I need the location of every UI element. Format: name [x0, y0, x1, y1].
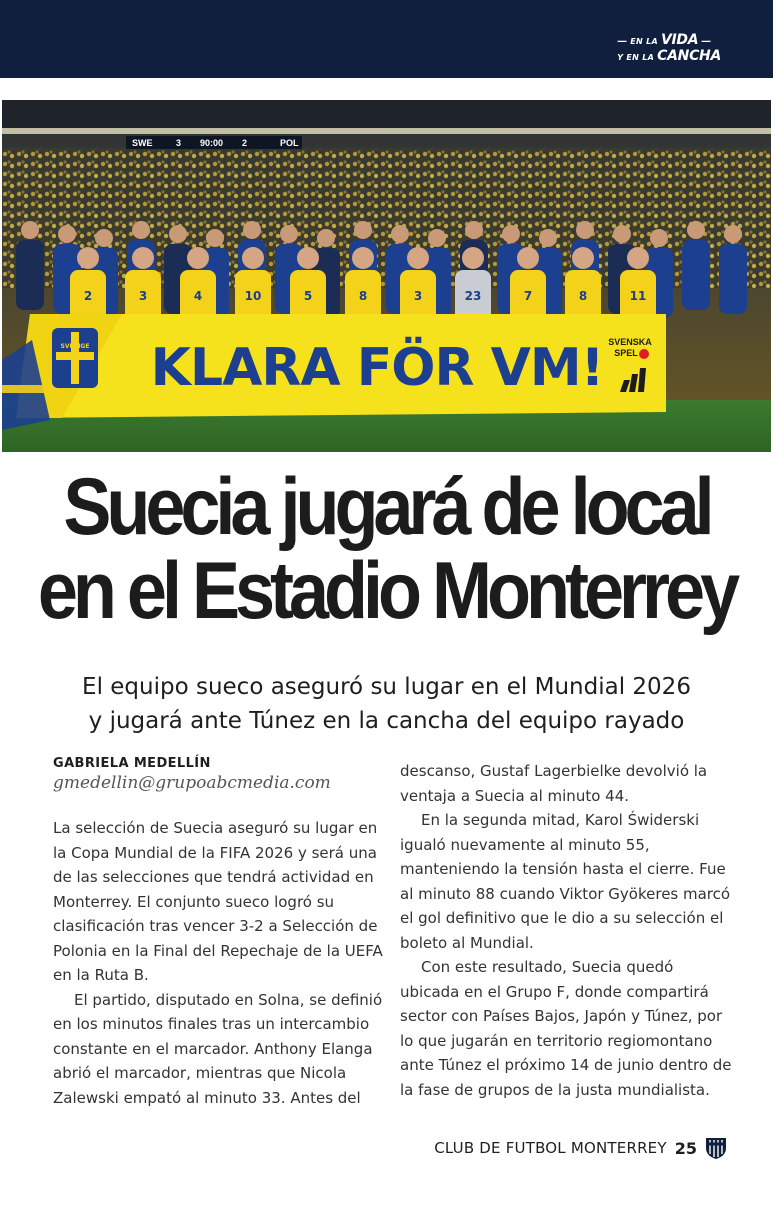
jersey-number: 3 — [138, 289, 148, 303]
club-name: CLUB DE FUTBOL MONTERREY — [434, 1139, 667, 1157]
player-head — [187, 247, 209, 269]
subhead-line2: y jugará ante Túnez en la cancha del equipo rayado — [88, 708, 685, 734]
paragraph: Con este resultado, Suecia quedó ubicada en el Grupo F, donde compartirá sector con Países Bajos, Japón y Túnez, por lo que jugarán en territorio regiomontano ante Túnez el próximo 14 de junio dentro de la fase de grupos de la justa mundialista. — [400, 958, 732, 1099]
paragraph: descanso, Gustaf Lagerbielke devolvió la ventaja a Suecia al minuto 44. — [400, 762, 708, 805]
scoreboard-away: POL — [280, 138, 299, 148]
jersey-number: 8 — [358, 289, 368, 303]
person-head — [317, 229, 335, 247]
player-head — [627, 247, 649, 269]
person-head — [724, 225, 742, 243]
author-name: GABRIELA MEDELLÍN — [53, 756, 211, 771]
jersey-number: 10 — [244, 289, 262, 303]
player-head — [297, 247, 319, 269]
jersey-number: 8 — [578, 289, 588, 303]
brand-line1-small: EN LA — [630, 37, 658, 46]
person-body — [682, 240, 710, 310]
top-bar — [0, 0, 773, 78]
scoreboard-home: SWE — [132, 138, 153, 148]
person-head — [502, 225, 520, 243]
jersey-number: 7 — [523, 289, 533, 303]
person-head — [95, 229, 113, 247]
scoreboard-away-score: 2 — [242, 138, 248, 148]
subheadline — [0, 670, 773, 738]
person-head — [243, 221, 261, 239]
jersey-number: 4 — [193, 289, 203, 303]
page-footer — [434, 1136, 727, 1160]
player-head — [132, 247, 154, 269]
person-body — [16, 240, 44, 310]
person-head — [206, 229, 224, 247]
person-head — [428, 229, 446, 247]
person-body — [719, 244, 747, 314]
jersey-number: 5 — [303, 289, 313, 303]
brand-line2-small: Y EN LA — [617, 53, 655, 62]
headline — [0, 462, 773, 636]
person-head — [58, 225, 76, 243]
team-celebration-photo — [2, 100, 771, 452]
person-head — [391, 225, 409, 243]
subhead-line1: El equipo sueco aseguró su lugar en el Mundial 2026 — [82, 674, 691, 700]
jersey-number: 2 — [83, 289, 93, 303]
player-head — [407, 247, 429, 269]
person-head — [687, 221, 705, 239]
sponsor-line2: SPEL — [614, 348, 638, 358]
klara-for-vm-banner — [16, 314, 666, 418]
person-head — [613, 225, 631, 243]
jersey-number: 23 — [464, 289, 482, 303]
brand-line1-big: VIDA — [660, 32, 699, 48]
player-head — [572, 247, 594, 269]
banner-text: KLARA FÖR VM! — [150, 338, 604, 398]
player-head — [517, 247, 539, 269]
person-head — [576, 221, 594, 239]
jersey-number: 3 — [413, 289, 423, 303]
author-email: gmedellin@grupoabcmedia.com — [53, 773, 331, 793]
sponsor-line1: SVENSKA — [608, 337, 652, 347]
player-head — [462, 247, 484, 269]
headline-line2: en el Estadio Monterrey — [37, 546, 736, 636]
person-head — [21, 221, 39, 239]
person-head — [465, 221, 483, 239]
headline-line1: Suecia jugará de local — [63, 462, 710, 552]
sponsor-dot-icon — [639, 349, 649, 359]
brand-logo: — EN LA VIDA — Y EN LA CANCHA — [617, 32, 721, 64]
paragraph: El partido, disputado en Solna, se definió en los minutos finales tras un intercambio constante en el marcador. Anthony Elanga abrió el marcador, mientras que Nicola Zalewski empató al minuto 33. Antes del — [53, 990, 383, 1107]
person-head — [354, 221, 372, 239]
scoreboard — [126, 136, 302, 149]
rayados-crest-icon — [705, 1136, 727, 1160]
person-head — [539, 229, 557, 247]
scoreboard-time: 90:00 — [200, 138, 224, 148]
player-head — [77, 247, 99, 269]
person-head — [280, 225, 298, 243]
person-head — [650, 229, 668, 247]
article-column-left — [53, 756, 389, 1110]
scoreboard-home-score: 3 — [176, 138, 182, 148]
article-column-right — [400, 759, 736, 1102]
player-head — [242, 247, 264, 269]
brand-line2-big: CANCHA — [657, 48, 721, 64]
paragraph: En la segunda mitad, Karol Świderski igualó nuevamente al minuto 55, manteniendo la tensión hasta el cierre. Fue al minuto 88 cuando Viktor Gyökeres marcó el gol definitivo que le dio a su selección el boleto al Mundial. — [400, 811, 731, 952]
paragraph: La selección de Suecia aseguró su lugar en la Copa Mundial de la FIFA 2026 y será una de las selecciones que tendrá actividad en Monterrey. El conjunto sueco logró su clasificación tras vencer 3-2 a Selección de Polonia en la Final del Repechaje de la UEFA en la Ruta B. — [53, 819, 383, 984]
person-head — [169, 225, 187, 243]
person-head — [132, 221, 150, 239]
player-head — [352, 247, 374, 269]
page-number: 25 — [674, 1138, 697, 1158]
jersey-number: 11 — [629, 289, 647, 303]
crest-text: SVERIGE — [60, 343, 90, 350]
